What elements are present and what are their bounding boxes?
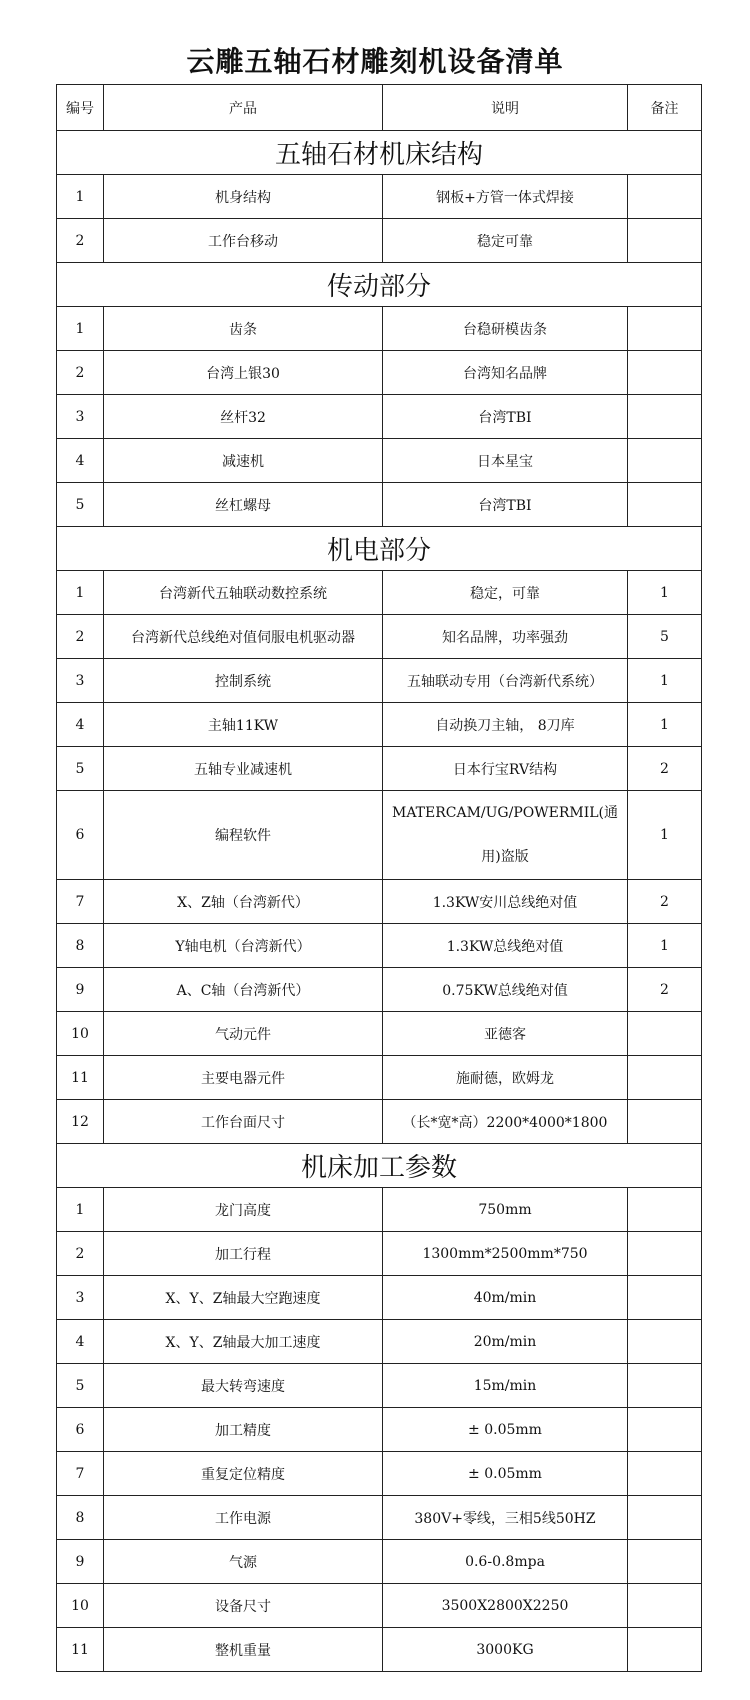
cell-product: 台湾上银30 bbox=[104, 351, 383, 395]
cell-note: 1 bbox=[628, 924, 702, 968]
cell-no: 12 bbox=[57, 1100, 104, 1144]
cell-desc: 750mm bbox=[383, 1188, 628, 1232]
table-row bbox=[57, 924, 702, 968]
header-no: 编号 bbox=[57, 85, 104, 131]
cell-note bbox=[628, 175, 702, 219]
cell-desc: 15m/min bbox=[383, 1364, 628, 1408]
cell-no: 2 bbox=[57, 1232, 104, 1276]
cell-product: 台湾新代总线绝对值伺服电机驱动器 bbox=[104, 615, 383, 659]
cell-no: 3 bbox=[57, 659, 104, 703]
table-row bbox=[57, 1100, 702, 1144]
cell-no: 6 bbox=[57, 1408, 104, 1452]
cell-note bbox=[628, 1540, 702, 1584]
cell-note: 1 bbox=[628, 571, 702, 615]
cell-no: 5 bbox=[57, 483, 104, 527]
cell-no: 1 bbox=[57, 307, 104, 351]
table-row bbox=[57, 1540, 702, 1584]
cell-note bbox=[628, 1276, 702, 1320]
cell-no: 2 bbox=[57, 351, 104, 395]
cell-note bbox=[628, 1364, 702, 1408]
cell-no: 2 bbox=[57, 219, 104, 263]
table-row bbox=[57, 175, 702, 219]
cell-desc: 日本行宝RV结构 bbox=[383, 747, 628, 791]
section-header-row bbox=[57, 263, 702, 307]
header-product: 产品 bbox=[104, 85, 383, 131]
cell-product: 编程软件 bbox=[104, 791, 383, 880]
cell-note bbox=[628, 1628, 702, 1672]
table-row bbox=[57, 439, 702, 483]
table-row bbox=[57, 1232, 702, 1276]
table-row bbox=[57, 395, 702, 439]
cell-no: 3 bbox=[57, 1276, 104, 1320]
cell-no: 11 bbox=[57, 1056, 104, 1100]
cell-desc: 1.3KW总线绝对值 bbox=[383, 924, 628, 968]
header-note: 备注 bbox=[628, 85, 702, 131]
cell-note bbox=[628, 1496, 702, 1540]
table-row bbox=[57, 1320, 702, 1364]
document-title: 云雕五轴石材雕刻机设备清单 bbox=[186, 45, 564, 78]
table-row bbox=[57, 747, 702, 791]
table-row bbox=[57, 615, 702, 659]
table-row bbox=[57, 1364, 702, 1408]
cell-no: 11 bbox=[57, 1628, 104, 1672]
equipment-list-table bbox=[56, 84, 702, 1672]
cell-no: 10 bbox=[57, 1012, 104, 1056]
cell-note bbox=[628, 219, 702, 263]
cell-desc: 知名品牌，功率强劲 bbox=[383, 615, 628, 659]
cell-desc: 施耐德，欧姆龙 bbox=[383, 1056, 628, 1100]
cell-desc: 40m/min bbox=[383, 1276, 628, 1320]
cell-desc: 3000KG bbox=[383, 1628, 628, 1672]
table-row bbox=[57, 1628, 702, 1672]
cell-no: 7 bbox=[57, 1452, 104, 1496]
table-row bbox=[57, 1276, 702, 1320]
cell-product: 减速机 bbox=[104, 439, 383, 483]
table-row bbox=[57, 659, 702, 703]
cell-desc: 稳定，可靠 bbox=[383, 571, 628, 615]
cell-note: 1 bbox=[628, 659, 702, 703]
cell-desc: 20m/min bbox=[383, 1320, 628, 1364]
table-row bbox=[57, 571, 702, 615]
table-body bbox=[57, 131, 702, 1672]
section-header-row bbox=[57, 131, 702, 175]
cell-note bbox=[628, 1320, 702, 1364]
table-row bbox=[57, 1056, 702, 1100]
cell-desc: 亚德客 bbox=[383, 1012, 628, 1056]
section-title: 五轴石材机床结构 bbox=[57, 131, 702, 175]
table-row bbox=[57, 351, 702, 395]
table-row bbox=[57, 1452, 702, 1496]
cell-no: 8 bbox=[57, 924, 104, 968]
cell-note bbox=[628, 1408, 702, 1452]
table-row bbox=[57, 1496, 702, 1540]
cell-note: 2 bbox=[628, 880, 702, 924]
cell-product: A、C轴（台湾新代） bbox=[104, 968, 383, 1012]
cell-no: 9 bbox=[57, 1540, 104, 1584]
cell-note bbox=[628, 1584, 702, 1628]
cell-desc: 五轴联动专用（台湾新代系统） bbox=[383, 659, 628, 703]
cell-no: 5 bbox=[57, 1364, 104, 1408]
cell-note: 2 bbox=[628, 968, 702, 1012]
table-row bbox=[57, 1188, 702, 1232]
cell-note bbox=[628, 1012, 702, 1056]
cell-desc: 台湾TBI bbox=[383, 395, 628, 439]
table-header-row bbox=[57, 85, 702, 131]
cell-no: 3 bbox=[57, 395, 104, 439]
cell-note: 5 bbox=[628, 615, 702, 659]
section-title: 机床加工参数 bbox=[57, 1144, 702, 1188]
cell-desc: ± 0.05mm bbox=[383, 1408, 628, 1452]
cell-no: 1 bbox=[57, 1188, 104, 1232]
cell-no: 9 bbox=[57, 968, 104, 1012]
cell-note bbox=[628, 395, 702, 439]
cell-desc: 台湾TBI bbox=[383, 483, 628, 527]
cell-note bbox=[628, 1100, 702, 1144]
cell-product: 工作台移动 bbox=[104, 219, 383, 263]
cell-product: 主要电器元件 bbox=[104, 1056, 383, 1100]
cell-product: 主轴11KW bbox=[104, 703, 383, 747]
cell-no: 6 bbox=[57, 791, 104, 880]
cell-product: X、Z轴（台湾新代） bbox=[104, 880, 383, 924]
section-header-row bbox=[57, 1144, 702, 1188]
cell-no: 7 bbox=[57, 880, 104, 924]
cell-no: 1 bbox=[57, 175, 104, 219]
cell-product: X、Y、Z轴最大空跑速度 bbox=[104, 1276, 383, 1320]
cell-note bbox=[628, 1188, 702, 1232]
cell-product: 最大转弯速度 bbox=[104, 1364, 383, 1408]
cell-no: 4 bbox=[57, 1320, 104, 1364]
cell-desc: 380V+零线，三相5线50HZ bbox=[383, 1496, 628, 1540]
cell-product: X、Y、Z轴最大加工速度 bbox=[104, 1320, 383, 1364]
cell-product: 加工精度 bbox=[104, 1408, 383, 1452]
cell-desc: 0.75KW总线绝对值 bbox=[383, 968, 628, 1012]
cell-note: 1 bbox=[628, 703, 702, 747]
cell-product: 齿条 bbox=[104, 307, 383, 351]
section-title: 传动部分 bbox=[57, 263, 702, 307]
cell-product: 控制系统 bbox=[104, 659, 383, 703]
table-row bbox=[57, 1408, 702, 1452]
table-row bbox=[57, 1012, 702, 1056]
cell-product: 台湾新代五轴联动数控系统 bbox=[104, 571, 383, 615]
cell-desc: 稳定可靠 bbox=[383, 219, 628, 263]
cell-desc: 台湾知名品牌 bbox=[383, 351, 628, 395]
cell-no: 1 bbox=[57, 571, 104, 615]
cell-product: 龙门高度 bbox=[104, 1188, 383, 1232]
cell-note bbox=[628, 439, 702, 483]
cell-no: 4 bbox=[57, 439, 104, 483]
cell-note bbox=[628, 1232, 702, 1276]
cell-desc: 台稳研模齿条 bbox=[383, 307, 628, 351]
cell-no: 8 bbox=[57, 1496, 104, 1540]
cell-note bbox=[628, 307, 702, 351]
header-desc: 说明 bbox=[383, 85, 628, 131]
cell-no: 10 bbox=[57, 1584, 104, 1628]
cell-product: 整机重量 bbox=[104, 1628, 383, 1672]
cell-desc: 1300mm*2500mm*750 bbox=[383, 1232, 628, 1276]
section-title: 机电部分 bbox=[57, 527, 702, 571]
cell-desc: （长*宽*高）2200*4000*1800 bbox=[383, 1100, 628, 1144]
cell-desc: 日本星宝 bbox=[383, 439, 628, 483]
cell-desc: MATERCAM/UG/POWERMIL(通用)盗版 bbox=[383, 791, 628, 880]
cell-product: 工作电源 bbox=[104, 1496, 383, 1540]
cell-product: 机身结构 bbox=[104, 175, 383, 219]
table-row bbox=[57, 307, 702, 351]
table-row bbox=[57, 219, 702, 263]
cell-product: 五轴专业减速机 bbox=[104, 747, 383, 791]
cell-no: 5 bbox=[57, 747, 104, 791]
cell-desc: ± 0.05mm bbox=[383, 1452, 628, 1496]
cell-no: 4 bbox=[57, 703, 104, 747]
table-row bbox=[57, 483, 702, 527]
table-row bbox=[57, 1584, 702, 1628]
cell-desc: 3500X2800X2250 bbox=[383, 1584, 628, 1628]
cell-note bbox=[628, 1452, 702, 1496]
cell-desc: 钢板+方管一体式焊接 bbox=[383, 175, 628, 219]
cell-product: 加工行程 bbox=[104, 1232, 383, 1276]
table-row bbox=[57, 703, 702, 747]
cell-desc: 0.6-0.8mpa bbox=[383, 1540, 628, 1584]
cell-note: 1 bbox=[628, 791, 702, 880]
cell-note: 2 bbox=[628, 747, 702, 791]
cell-product: Y轴电机（台湾新代） bbox=[104, 924, 383, 968]
cell-product: 气动元件 bbox=[104, 1012, 383, 1056]
table-row bbox=[57, 880, 702, 924]
cell-note bbox=[628, 483, 702, 527]
cell-product: 工作台面尺寸 bbox=[104, 1100, 383, 1144]
table-row bbox=[57, 791, 702, 880]
table-row bbox=[57, 968, 702, 1012]
cell-product: 丝杆32 bbox=[104, 395, 383, 439]
cell-no: 2 bbox=[57, 615, 104, 659]
cell-product: 丝杠螺母 bbox=[104, 483, 383, 527]
cell-product: 重复定位精度 bbox=[104, 1452, 383, 1496]
cell-note bbox=[628, 1056, 702, 1100]
cell-desc: 1.3KW安川总线绝对值 bbox=[383, 880, 628, 924]
cell-note bbox=[628, 351, 702, 395]
cell-desc: 自动换刀主轴， 8刀库 bbox=[383, 703, 628, 747]
cell-product: 气源 bbox=[104, 1540, 383, 1584]
cell-product: 设备尺寸 bbox=[104, 1584, 383, 1628]
section-header-row bbox=[57, 527, 702, 571]
